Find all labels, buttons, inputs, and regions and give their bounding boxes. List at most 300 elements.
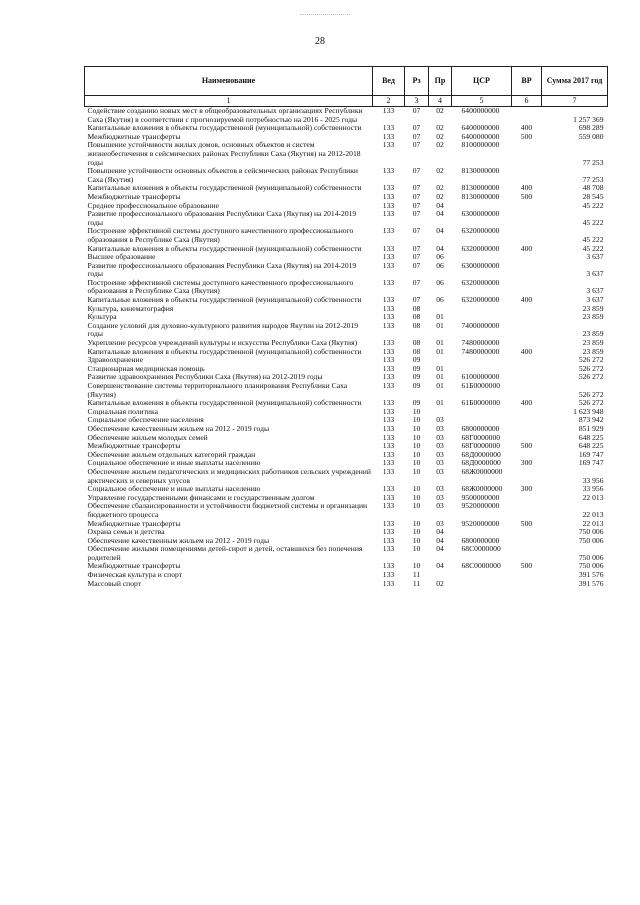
cell-sum: 526 272 <box>578 398 604 408</box>
cell-vr <box>512 545 542 562</box>
cell-pr: 03 <box>436 449 444 459</box>
cell-name: Охрана семьи и детства <box>87 527 165 537</box>
cell-sum: 526 272 <box>578 363 604 373</box>
cell-csr: 6300000000 <box>461 209 500 219</box>
table-row <box>85 399 608 408</box>
cell-sum: 391 576 <box>578 570 604 580</box>
cell-sum: 22 013 <box>582 518 604 528</box>
cell-pr: 06 <box>436 260 444 270</box>
cell-vr <box>512 313 542 322</box>
cell-ved: 133 <box>382 131 395 141</box>
cell-rz: 10 <box>412 432 421 442</box>
cell-name: Стационарная медицинская помощь <box>87 363 205 373</box>
cell-ved: 133 <box>382 561 395 571</box>
cell-ved: 133 <box>382 518 395 528</box>
cell-ved: 133 <box>382 527 395 537</box>
cell-sum: 33 956 <box>582 484 604 494</box>
cell-ved: 133 <box>382 466 395 476</box>
cell-pr: 06 <box>436 252 444 262</box>
cell-name: Обеспечение жильем педагогических и медицинских работников сельских учреждений арктических и северных улусов <box>87 466 371 485</box>
cell-sum: 526 272 <box>578 372 604 382</box>
cell-ved: 133 <box>382 166 395 176</box>
cell-csr <box>452 580 512 589</box>
cell-rz: 07 <box>412 295 421 305</box>
header-row <box>85 67 608 96</box>
cell-sum: 526 272 <box>578 389 604 399</box>
cell-pr: 03 <box>436 441 444 451</box>
cell-vr: 500 <box>520 131 533 141</box>
cell-ved: 133 <box>382 303 395 313</box>
cell-name: Высшее образование <box>87 252 156 262</box>
table-row <box>85 502 608 519</box>
cell-vr: 400 <box>520 183 533 193</box>
table-row <box>85 322 608 339</box>
cell-csr: 8100000000 <box>461 140 500 150</box>
cell-rz: 07 <box>412 140 421 150</box>
cell-ved: 133 <box>382 449 395 459</box>
cell-csr: 6400000000 <box>461 131 500 141</box>
cell-ved: 133 <box>382 140 395 150</box>
cell-sum: 23 859 <box>582 329 604 339</box>
cell-csr: 68С0000000 <box>461 561 501 571</box>
table-row <box>85 279 608 296</box>
cell-vr: 400 <box>520 295 533 305</box>
cell-ved: 133 <box>382 363 395 373</box>
cell-sum: 28 545 <box>582 191 604 201</box>
cell-csr: 9500000000 <box>461 492 500 502</box>
colnum: 1 <box>85 96 373 107</box>
table-row <box>85 167 608 184</box>
cell-name: Массовый спорт <box>87 578 142 588</box>
cell-ved: 133 <box>382 423 395 433</box>
cell-name: Развитие здравоохранения Республики Саха (Якутия) на 2012-2019 годы <box>87 372 323 382</box>
cell-ved: 133 <box>382 200 395 210</box>
cell-sum: 3 637 <box>586 252 604 262</box>
cell-vr <box>512 468 542 485</box>
cell-vr <box>512 141 542 167</box>
cell-ved: 133 <box>382 415 395 425</box>
header-vr: ВР <box>512 67 542 96</box>
cell-sum: 23 859 <box>582 338 604 348</box>
header-pr: Пр <box>429 67 452 96</box>
cell-name: Капитальные вложения в объекты государственной (муниципальной) собственности <box>87 123 362 133</box>
cell-csr: 7480000000 <box>461 338 500 348</box>
cell-csr: 6400000000 <box>461 106 500 115</box>
cell-name: Укрепление ресурсов учреждений культуры и искусства Республики Саха (Якутия) <box>87 338 358 348</box>
cell-rz: 10 <box>412 466 421 476</box>
cell-ved: 133 <box>382 312 395 322</box>
cell-rz: 07 <box>412 252 421 262</box>
cell-csr: 6320000000 <box>461 277 500 287</box>
cell-name: Межбюджетные трансферты <box>87 131 181 141</box>
cell-rz: 10 <box>412 501 421 511</box>
cell-name: Развитие профессионального образования Республики Саха (Якутия) на 2014-2019 годы <box>87 260 357 279</box>
cell-name: Обеспечение жильем отдельных категорий граждан <box>87 449 256 459</box>
cell-rz: 10 <box>412 544 421 554</box>
cell-vr <box>512 382 542 399</box>
cell-rz: 10 <box>412 484 421 494</box>
cell-csr: 6400000000 <box>461 123 500 133</box>
cell-name: Обеспечение жильем молодых семей <box>87 432 208 442</box>
cell-rz: 07 <box>412 277 421 287</box>
cell-vr <box>512 210 542 227</box>
cell-sum: 750 006 <box>578 535 604 545</box>
cell-vr <box>512 580 542 589</box>
cell-name: Социальная политика <box>87 406 158 416</box>
cell-ved: 133 <box>382 381 395 390</box>
cell-name: Межбюджетные трансферты <box>87 191 181 201</box>
cell-rz: 07 <box>412 191 421 201</box>
cell-ved: 133 <box>382 372 395 382</box>
cell-vr: 500 <box>520 441 533 451</box>
cell-name: Содействие созданию новых мест в общеобразовательных организациях Республики Саха (Якутия) в соответствии с прогнозируемой потребностью на 2016 - 2025 годы <box>87 106 363 124</box>
table-row <box>85 305 608 314</box>
cell-ved: 133 <box>382 183 395 193</box>
cell-rz: 07 <box>412 131 421 141</box>
colnum: 6 <box>512 96 542 107</box>
cell-sum: 169 747 <box>578 449 604 459</box>
cell-vr: 400 <box>520 243 533 253</box>
cell-csr: 9520000000 <box>461 501 500 511</box>
cell-pr: 03 <box>436 423 444 433</box>
cell-csr: 9520000000 <box>461 518 500 528</box>
cell-csr: 6300000000 <box>461 260 500 270</box>
cell-ved: 133 <box>382 406 395 416</box>
cell-vr: 500 <box>520 518 533 528</box>
cell-vr <box>512 502 542 519</box>
cell-pr: 01 <box>436 320 444 330</box>
cell-rz: 07 <box>412 200 421 210</box>
cell-name: Капитальные вложения в объекты государственной (муниципальной) собственности <box>87 398 362 408</box>
cell-pr: 04 <box>436 226 444 236</box>
cell-csr <box>452 305 512 314</box>
cell-pr: 02 <box>436 131 444 141</box>
cell-sum: 22 013 <box>582 492 604 502</box>
cell-sum: 3 637 <box>586 286 604 296</box>
cell-rz: 07 <box>412 209 421 219</box>
cell-sum: 391 576 <box>578 578 604 588</box>
cell-rz: 10 <box>412 449 421 459</box>
cell-rz: 10 <box>412 518 421 528</box>
cell-csr: 8130000000 <box>461 183 500 193</box>
cell-csr: 68Д0000000 <box>461 449 501 459</box>
cell-csr: 7480000000 <box>461 346 500 356</box>
cell-pr: 06 <box>436 277 444 287</box>
cell-rz: 07 <box>412 260 421 270</box>
cell-ved: 133 <box>382 346 395 356</box>
cell-pr: 02 <box>436 106 444 115</box>
cell-rz: 10 <box>412 415 421 425</box>
table-row <box>85 545 608 562</box>
cell-ved: 133 <box>382 535 395 545</box>
cell-rz: 10 <box>412 492 421 502</box>
cell-rz: 10 <box>412 527 421 537</box>
cell-sum: 1 257 369 <box>573 114 604 124</box>
cell-csr: 61Б0000000 <box>461 398 501 408</box>
cell-csr: 8130000000 <box>461 166 500 176</box>
cell-ved: 133 <box>382 277 395 287</box>
colnum: 2 <box>373 96 405 107</box>
cell-sum: 851 929 <box>578 423 604 433</box>
cell-pr: 06 <box>436 295 444 305</box>
cell-pr: 03 <box>436 458 444 468</box>
cell-rz: 10 <box>412 561 421 571</box>
cell-rz: 09 <box>412 372 421 382</box>
header-ved: Вед <box>373 67 405 96</box>
cell-rz: 08 <box>412 346 421 356</box>
page-number: 28 <box>315 36 325 47</box>
table-row <box>85 141 608 167</box>
cell-pr: 01 <box>436 372 444 382</box>
cell-vr: 400 <box>520 123 533 133</box>
cell-rz: 11 <box>412 570 421 580</box>
cell-name: Повышение устойчивости жилых домов, основных объектов и систем жизнеобеспечения в сейсмических районах Республики Саха (Якутия) на 2012-2018 годы <box>87 140 361 167</box>
cell-csr: 6320000000 <box>461 226 500 236</box>
cell-ved: 133 <box>382 570 395 580</box>
cell-ved: 133 <box>382 492 395 502</box>
cell-pr: 03 <box>436 492 444 502</box>
cell-pr: 01 <box>436 346 444 356</box>
cell-pr: 02 <box>436 191 444 201</box>
cell-ved: 133 <box>382 544 395 554</box>
header-sum: Сумма 2017 год <box>542 67 608 96</box>
cell-sum: 750 006 <box>578 527 604 537</box>
cell-sum: 873 942 <box>578 415 604 425</box>
cell-ved: 133 <box>382 209 395 219</box>
cell-sum: 77 253 <box>582 174 604 184</box>
cell-sum: 648 225 <box>578 441 604 451</box>
cell-rz: 09 <box>412 398 421 408</box>
cell-ved: 133 <box>382 123 395 133</box>
cell-rz: 10 <box>412 458 421 468</box>
cell-name: Построение эффективной системы доступного качественного профессионального образования в Республике Саха (Якутия) <box>87 226 354 244</box>
cell-pr: 04 <box>436 544 444 554</box>
cell-ved: 133 <box>382 260 395 270</box>
cell-name: Обеспечение качественным жильем на 2012 - 2019 годы <box>87 535 270 545</box>
table-row <box>85 348 608 357</box>
header-name: Наименование <box>85 67 373 96</box>
table-row <box>85 245 608 254</box>
cell-ved: 133 <box>382 432 395 442</box>
cell-sum: 698 289 <box>578 123 604 133</box>
cell-vr: 400 <box>520 398 533 408</box>
cell-ved: 133 <box>382 320 395 330</box>
table-row <box>85 210 608 227</box>
cell-pr: 01 <box>436 381 444 390</box>
cell-pr: 04 <box>436 561 444 571</box>
cell-pr: 03 <box>436 518 444 528</box>
cell-csr: 68Г0000000 <box>461 441 501 451</box>
cell-vr <box>512 537 542 546</box>
cell-rz: 08 <box>412 338 421 348</box>
cell-rz: 10 <box>412 535 421 545</box>
cell-vr <box>512 408 542 417</box>
cell-ved: 133 <box>382 338 395 348</box>
cell-name: Межбюджетные трансферты <box>87 518 181 528</box>
cell-name: Межбюджетные трансферты <box>87 561 181 571</box>
cell-pr: 02 <box>436 183 444 193</box>
cell-ved: 133 <box>382 226 395 236</box>
cell-vr <box>512 494 542 503</box>
cell-csr: 68Ж0000000 <box>461 466 503 476</box>
table-row <box>85 107 608 125</box>
cell-ved: 133 <box>382 484 395 494</box>
cell-name: Капитальные вложения в объекты государственной (муниципальной) собственности <box>87 295 362 305</box>
cell-pr: 04 <box>436 243 444 253</box>
cell-rz: 07 <box>412 123 421 133</box>
cell-rz: 09 <box>412 381 421 390</box>
cell-ved: 133 <box>382 501 395 511</box>
colnum: 4 <box>429 96 452 107</box>
cell-vr <box>512 356 542 365</box>
cell-sum: 648 225 <box>578 432 604 442</box>
cell-pr: 04 <box>436 200 444 210</box>
cell-ved: 133 <box>382 191 395 201</box>
cell-pr: 04 <box>436 209 444 219</box>
cell-rz: 08 <box>412 312 421 322</box>
cell-name: Среднее профессиональное образование <box>87 200 219 210</box>
table-row <box>85 262 608 279</box>
cell-csr: 6320000000 <box>461 243 500 253</box>
cell-name: Капитальные вложения в объекты государственной (муниципальной) собственности <box>87 346 362 356</box>
cell-sum: 22 013 <box>582 509 604 519</box>
cell-name: Социальное обеспечение и иные выплаты населению <box>87 458 261 468</box>
cell-rz: 10 <box>412 423 421 433</box>
cell-sum: 33 956 <box>582 475 604 485</box>
colnum: 7 <box>542 96 608 107</box>
cell-name: Физическая культура и спорт <box>87 570 183 580</box>
cell-sum: 23 859 <box>582 312 604 322</box>
cell-pr: 04 <box>436 527 444 537</box>
cell-ved: 133 <box>382 295 395 305</box>
cell-vr <box>512 425 542 434</box>
cell-vr: 500 <box>520 561 533 571</box>
cell-name: Обеспечение жилыми помещениями детей-сирот и детей, оставшихся без попечения родителей <box>87 544 363 562</box>
cell-name: Развитие профессионального образования Республики Саха (Якутия) на 2014-2019 годы <box>87 209 357 227</box>
cell-vr <box>512 253 542 262</box>
cell-rz: 07 <box>412 106 421 115</box>
cell-ved: 133 <box>382 252 395 262</box>
cell-pr: 02 <box>436 123 444 133</box>
header-csr: ЦСР <box>452 67 512 96</box>
table-row <box>85 382 608 399</box>
cell-pr: 03 <box>436 415 444 425</box>
cell-vr <box>512 528 542 537</box>
cell-sum: 3 637 <box>586 295 604 305</box>
cell-rz: 07 <box>412 166 421 176</box>
cell-pr: 02 <box>436 140 444 150</box>
colnum: 5 <box>452 96 512 107</box>
cell-sum: 750 006 <box>578 552 604 562</box>
cell-rz: 11 <box>412 578 421 588</box>
cell-pr: 03 <box>436 432 444 442</box>
cell-name: Обеспечение сбалансированности и устойчивости бюджетной системы и организации бюджетного процесса <box>87 501 368 519</box>
cell-name: Социальное обеспечение и иные выплаты населению <box>87 484 261 494</box>
cell-sum: 77 253 <box>582 157 604 167</box>
cell-pr: 04 <box>436 535 444 545</box>
cell-rz: 07 <box>412 226 421 236</box>
scan-mark <box>300 14 350 16</box>
cell-name: Капитальные вложения в объекты государственной (муниципальной) собственности <box>87 243 362 253</box>
budget-table <box>84 66 608 588</box>
cell-name: Капитальные вложения в объекты государственной (муниципальной) собственности <box>87 183 362 193</box>
cell-vr <box>512 571 542 580</box>
cell-vr <box>512 322 542 339</box>
cell-csr: 61Б0000000 <box>461 381 501 390</box>
cell-pr: 02 <box>436 166 444 176</box>
cell-pr: 01 <box>436 338 444 348</box>
cell-vr: 400 <box>520 346 533 356</box>
cell-rz: 08 <box>412 320 421 330</box>
cell-vr <box>512 373 542 382</box>
cell-sum: 559 080 <box>578 131 604 141</box>
table-row <box>85 571 608 580</box>
cell-sum: 1 623 948 <box>573 406 604 416</box>
cell-sum: 23 859 <box>582 303 604 313</box>
cell-sum: 45 222 <box>582 243 604 253</box>
cell-csr <box>452 571 512 580</box>
cell-ved: 133 <box>382 441 395 451</box>
cell-sum: 3 637 <box>586 269 604 279</box>
cell-rz: 10 <box>412 406 421 416</box>
cell-rz: 10 <box>412 441 421 451</box>
cell-ved: 133 <box>382 106 395 115</box>
cell-name: Межбюджетные трансферты <box>87 441 181 451</box>
cell-sum: 45 222 <box>582 234 604 244</box>
cell-name: Повышение устойчивости основных объектов в сейсмических районах Республики Саха (Якутия) <box>87 166 358 184</box>
cell-csr: 6320000000 <box>461 295 500 305</box>
cell-csr: 6800000000 <box>461 535 500 545</box>
cell-name: Культура <box>87 312 117 322</box>
cell-vr <box>512 167 542 184</box>
cell-csr: 68Г0000000 <box>461 432 501 442</box>
cell-pr: 01 <box>436 398 444 408</box>
cell-name: Социальное обеспечение населения <box>87 415 204 425</box>
cell-name: Культура, кинематография <box>87 303 174 313</box>
cell-pr: 03 <box>436 501 444 511</box>
cell-vr: 300 <box>520 484 533 494</box>
cell-pr: 03 <box>436 466 444 476</box>
cell-name: Обеспечение качественным жильем на 2012 - 2019 годы <box>87 423 270 433</box>
cell-vr <box>512 416 542 425</box>
cell-csr: 68Ж0000000 <box>461 484 503 494</box>
column-number-row <box>85 96 608 107</box>
cell-csr: 8130000000 <box>461 191 500 201</box>
cell-sum: 526 272 <box>578 355 604 365</box>
table-row <box>85 580 608 589</box>
cell-name: Совершенствование системы территориального планирования Республики Саха (Якутия) <box>87 381 348 399</box>
cell-vr <box>512 279 542 296</box>
cell-ved: 133 <box>382 578 395 588</box>
cell-name: Построение эффективной системы доступного качественного профессионального образования в Республике Саха (Якутия) <box>87 277 354 296</box>
cell-vr: 300 <box>520 458 533 468</box>
cell-pr: 01 <box>436 363 444 373</box>
cell-rz: 07 <box>412 243 421 253</box>
cell-sum: 48 708 <box>582 183 604 193</box>
cell-sum: 23 859 <box>582 346 604 356</box>
cell-csr: 6800000000 <box>461 423 500 433</box>
cell-name: Здравоохранение <box>87 355 143 365</box>
cell-sum: 45 222 <box>582 200 604 210</box>
cell-csr: 6100000000 <box>461 372 500 382</box>
cell-csr: 68Д0000000 <box>461 458 501 468</box>
cell-csr <box>452 356 512 365</box>
cell-csr: 68С0000000 <box>461 544 501 554</box>
cell-vr <box>512 365 542 374</box>
colnum: 3 <box>405 96 429 107</box>
cell-rz: 07 <box>412 183 421 193</box>
cell-csr <box>452 408 512 417</box>
